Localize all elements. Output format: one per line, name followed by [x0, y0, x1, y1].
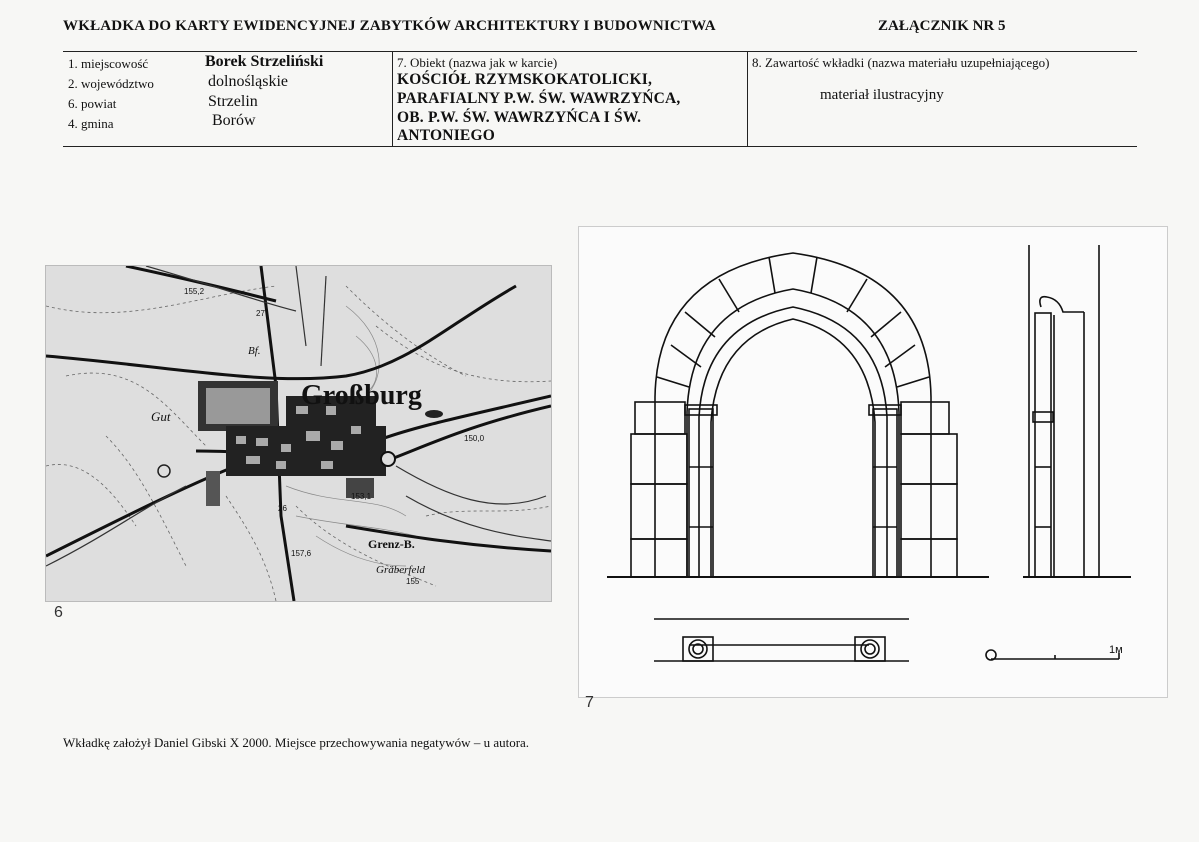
map-label-bf: Bf.: [248, 345, 261, 357]
object-label: 7. Obiekt (nazwa jak w karcie): [397, 55, 558, 70]
annex-number: ZAŁĄCZNIK NR 5: [878, 18, 1006, 34]
figure-number-map: 6: [54, 604, 63, 621]
portal-elevation-svg: [579, 227, 1167, 697]
voivodeship-label: 2. województwo: [68, 76, 154, 91]
historic-map-image: [45, 265, 552, 602]
column-divider: [747, 51, 748, 147]
figure-number-drawing: 7: [585, 694, 594, 711]
object-name-line: ANTONIEGO: [397, 127, 495, 144]
map-height-label: 153,1: [351, 492, 372, 501]
column-divider: [392, 51, 393, 147]
map-height-label: 157,6: [291, 549, 312, 558]
footer-note: Wkładkę założył Daniel Gibski X 2000. Miejsce przechowywania negatywów – u autora.: [63, 735, 530, 750]
map-height-label: 155,2: [184, 287, 205, 296]
map-height-label: 27: [256, 309, 265, 318]
locality-value: Borek Strzeliński: [205, 53, 324, 70]
document-title: WKŁADKA DO KARTY EWIDENCYJNEJ ZABYTKÓW ARCHITEKTURY I BUDOWNICTWA: [63, 18, 716, 34]
commune-value: Borów: [212, 112, 256, 129]
voivodeship-value: dolnośląskie: [208, 73, 288, 90]
portal-drawing: [578, 226, 1168, 698]
map-label-grenz: Grenz-B.: [368, 537, 415, 551]
contents-value: materiał ilustracyjny: [820, 87, 944, 103]
map-height-label: 26: [278, 504, 287, 513]
county-label: 6. powiat: [68, 96, 117, 111]
table-top-rule: [63, 51, 1137, 52]
table-bottom-rule: [63, 146, 1137, 147]
map-label-town: Großburg: [301, 380, 422, 411]
map-height-label: 155: [406, 577, 420, 586]
commune-label: 4. gmina: [68, 116, 114, 131]
map-label-gut: Gut: [151, 409, 171, 424]
object-name-line: PARAFIALNY P.W. ŚW. WAWRZYŃCA,: [397, 90, 681, 107]
contents-label: 8. Zawartość wkładki (nazwa materiału uzupełniającego): [752, 55, 1050, 70]
map-drawing: [46, 266, 551, 601]
object-name-line: KOŚCIÓŁ RZYMSKOKATOLICKI,: [397, 71, 653, 88]
county-value: Strzelin: [208, 93, 258, 110]
map-height-label: 150,0: [464, 434, 485, 443]
scale-end-label: 1м: [1109, 644, 1123, 656]
map-label-graeberfeld: Gräberfeld: [376, 564, 425, 576]
locality-label: 1. miejscowość: [68, 56, 149, 71]
object-name-line: OB. P.W. ŚW. WAWRZYŃCA I ŚW.: [397, 109, 642, 126]
